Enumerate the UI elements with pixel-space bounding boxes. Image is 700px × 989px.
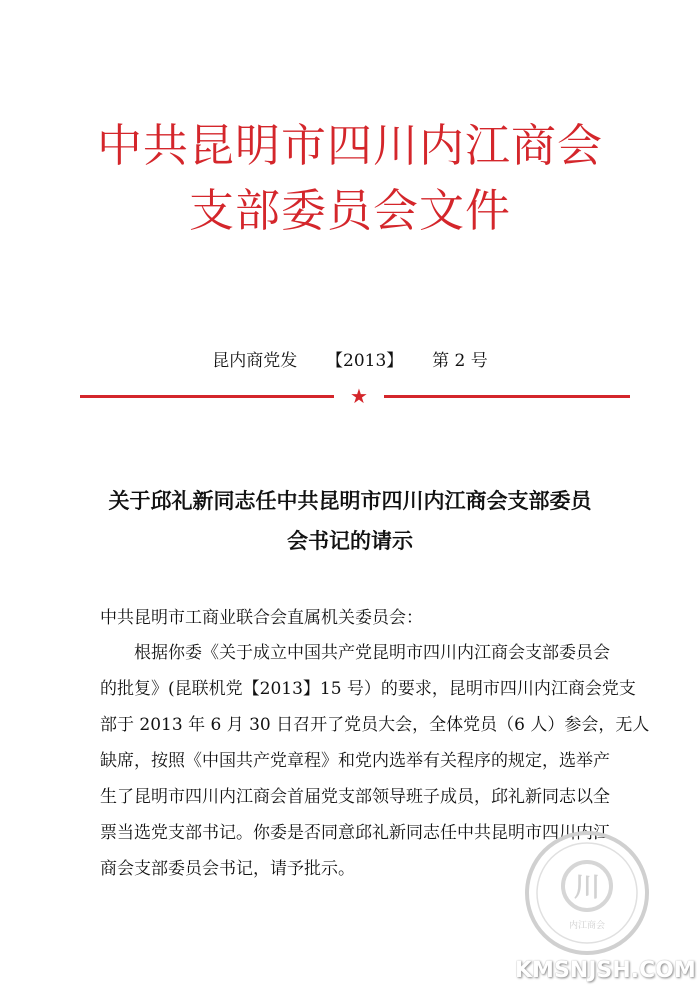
- body-line: 生了昆明市四川内江商会首届党支部领导班子成员，邱礼新同志以全: [100, 787, 610, 807]
- star-icon: ★: [350, 384, 368, 408]
- salutation: 中共昆明市工商业联合会直属机关委员会：: [100, 608, 423, 628]
- body-line: 的批复》(昆联机党【2013】15 号）的要求，昆明市四川内江商会党支: [100, 679, 636, 699]
- site-watermark: KMSNJSH.COM: [515, 958, 696, 983]
- body-line: 商会支部委员会书记，请予批示。: [100, 859, 355, 879]
- issuer-title-line1: 中共昆明市四川内江商会: [96, 119, 603, 172]
- red-divider-right: [384, 395, 630, 398]
- seal-stamp: [522, 828, 652, 958]
- seal-center-text: 川: [573, 873, 601, 903]
- document-title-line1: 关于邱礼新同志任中共昆明市四川内江商会支部委员: [108, 488, 592, 513]
- seal-bottom-text: 内江商会: [568, 921, 606, 931]
- document-number-serial: 第 2 号: [432, 351, 488, 371]
- document-number-prefix: 昆内商党发: [212, 351, 298, 371]
- body-line: 票当选党支部书记。你委是否同意邱礼新同志任中共昆明市四川内江: [100, 823, 610, 843]
- document-number-year: 【2013】: [326, 351, 404, 371]
- document-number: [0, 346, 700, 371]
- document-title-line2: 会书记的请示: [287, 528, 413, 553]
- body-line: 部于 2013 年 6 月 30 日召开了党员大会，全体党员（6 人）参会，无人: [100, 715, 650, 735]
- body-line: 根据你委《关于成立中国共产党昆明市四川内江商会支部委员会: [134, 643, 610, 663]
- red-divider-left: [80, 395, 334, 398]
- body-line: 缺席，按照《中国共产党章程》和党内选举有关程序的规定，选举产: [100, 751, 610, 771]
- issuer-title-line2: 支部委员会文件: [188, 184, 511, 237]
